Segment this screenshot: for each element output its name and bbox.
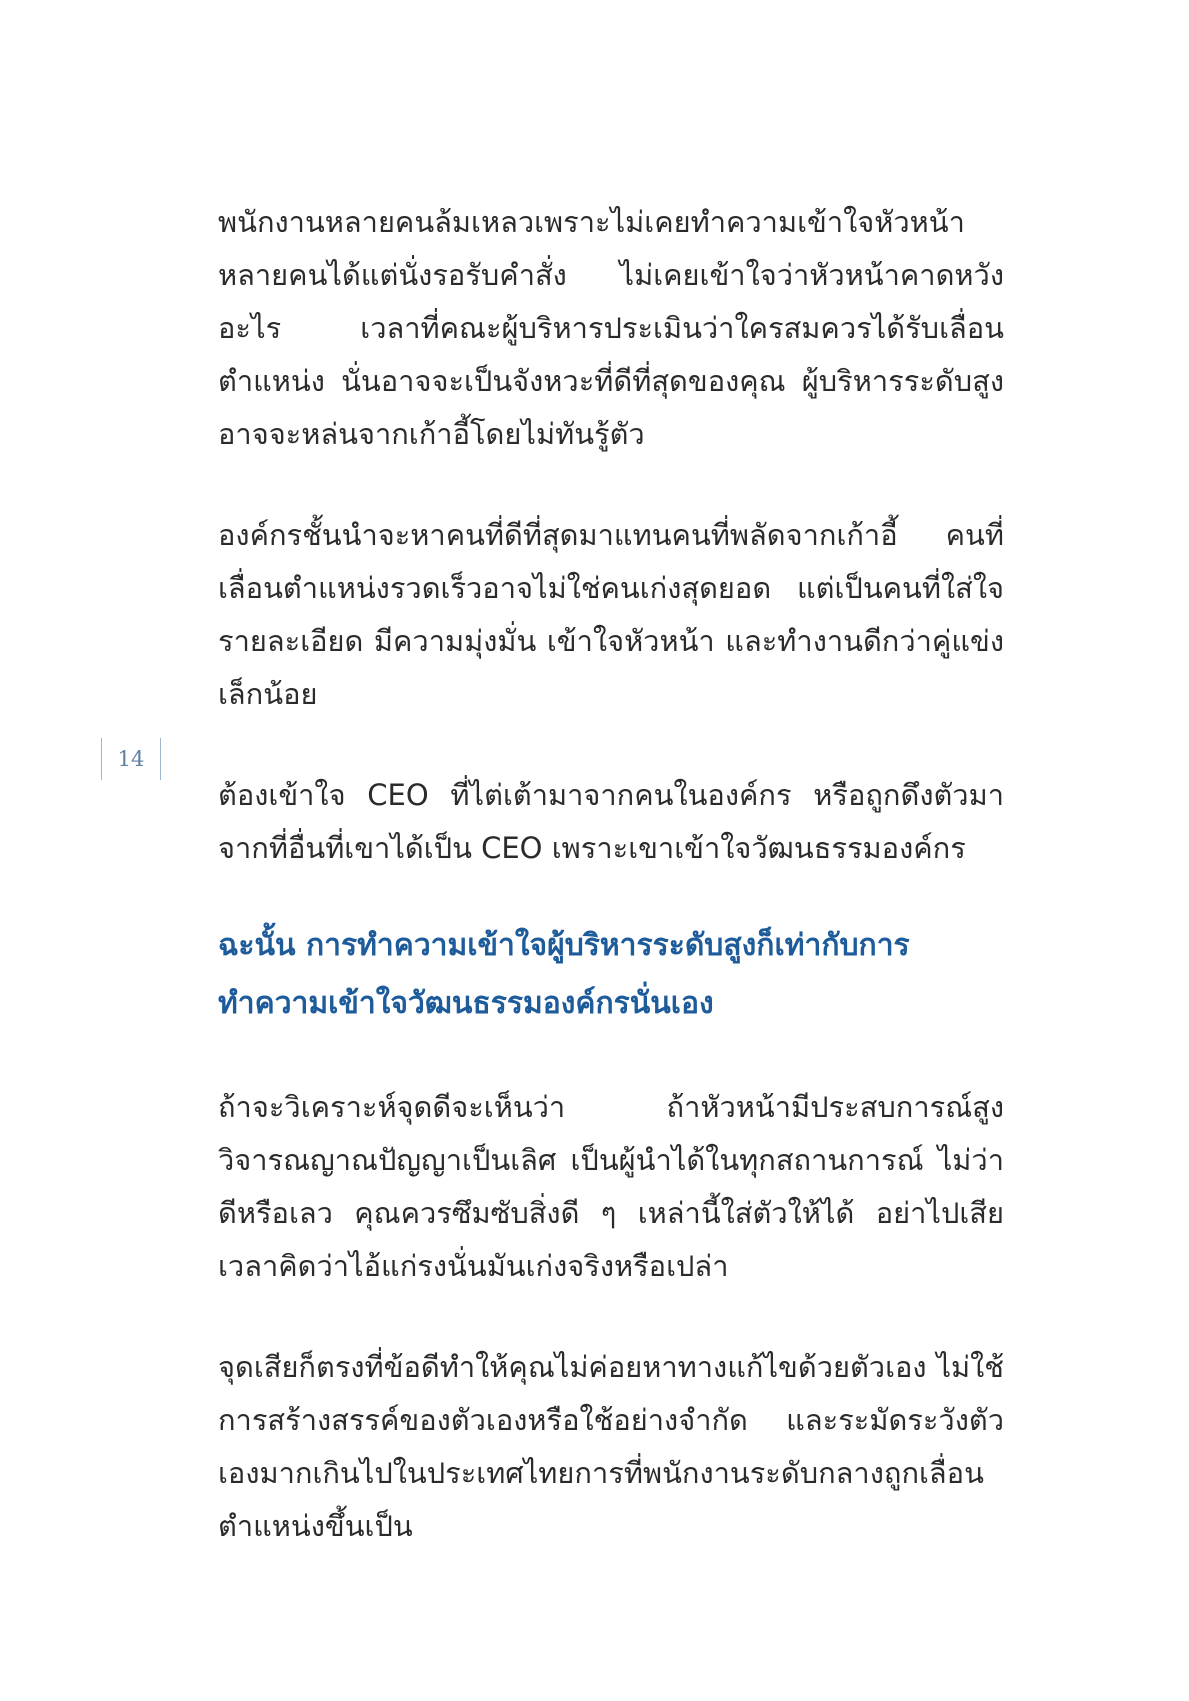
page-content [218, 196, 1004, 1553]
page-number: 14 [117, 747, 145, 771]
paragraph-1: พนักงานหลายคนล้มเหลวเพราะไม่เคยทำความเข้าใจหัวหน้า หลายคนได้แต่นั่งรอรับคำสั่ง ไม่เคยเข้าใจว่าหัวหน้าคาดหวังอะไร เวลาที่คณะผู้บริหารประเมินว่าใครสมควรได้รับเลื่อนตำแหน่ง นั่นอาจจะเป็นจังหวะที่ดีที่สุดของคุณ ผู้บริหารระดับสูงอาจจะหล่นจากเก้าอี้โดยไม่ทันรู้ตัว [218, 205, 1004, 451]
paragraph-4: ถ้าจะวิเคราะห์จุดดีจะเห็นว่า ถ้าหัวหน้ามีประสบการณ์สูง วิจารณญาณปัญญาเป็นเลิศ เป็นผู้นำได้ในทุกสถานการณ์ ไม่ว่าดีหรือเลว คุณควรซึมซับสิ่งดี ๆ เหล่านี้ใส่ตัวให้ได้ อย่าไปเสียเวลาคิดว่าไอ้แก่รงนั่นมันเก่งจริงหรือเปล่า [218, 1090, 1004, 1283]
paragraph-3: ต้องเข้าใจ CEO ที่ไต่เต้ามาจากคนในองค์กร หรือถูกดึงตัวมาจากที่อื่นที่เขาได้เป็น CEO เพราะเขาเข้าใจวัฒนธรรมองค์กร [218, 778, 1004, 865]
paragraph-2: องค์กรชั้นนำจะหาคนที่ดีที่สุดมาแทนคนที่พลัดจากเก้าอี้ คนที่เลื่อนตำแหน่งรวดเร็วอาจไม่ใช่คนเก่งสุดยอด แต่เป็นคนที่ใส่ใจรายละเอียด มีความมุ่งมั่น เข้าใจหัวหน้า และทำงานดีกว่าคู่แข่งเล็กน้อย [218, 518, 1004, 711]
page-number-box [101, 738, 161, 780]
section-heading: ฉะนั้น การทำความเข้าใจผู้บริหารระดับสูงก็เท่ากับการทำความเข้าใจวัฒนธรรมองค์กรนั่นเอง [218, 928, 910, 1021]
paragraph-5: จุดเสียก็ตรงที่ข้อดีทำให้คุณไม่ค่อยหาทางแก้ไขด้วยตัวเอง ไม่ใช้การสร้างสรรค์ของตัวเองหรือใช้อย่างจำกัด และระมัดระวังตัวเองมากเกินไปในประเทศไทยการที่พนักงานระดับกลางถูกเลื่อนตำแหน่งขึ้นเป็น [218, 1350, 1004, 1543]
